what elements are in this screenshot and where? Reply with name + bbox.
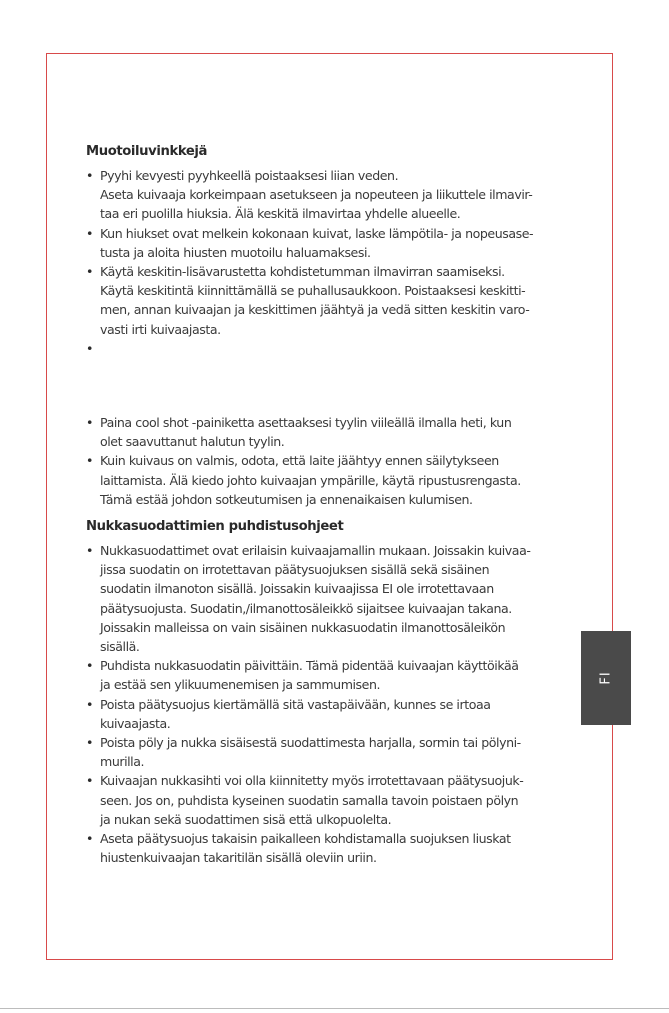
list-item-line: Käytä keskitin-lisävarustetta kohdistetumman ilmavirran saamiseksi. — [100, 264, 505, 280]
list-item-line: Paina cool shot -painiketta asettaaksesi tyylin viileällä ilmalla heti, kun — [100, 415, 512, 431]
list-item — [86, 224, 586, 262]
list-item-line: Kun hiukset ovat melkein kokonaan kuivat, laske lämpötila- ja nopeusase- — [100, 225, 534, 241]
bullet-icon: • — [86, 340, 93, 356]
list-item-line: men, annan kuivaajan ja keskittimen jäähtyä ja vedä sitten keskitin varo- — [100, 302, 530, 318]
blank-gap — [86, 358, 586, 413]
list-item — [86, 413, 586, 451]
list-item-line: Nukkasuodattimet ovat erilaisin kuivaajamallin mukaan. Joissakin kuivaa- — [100, 543, 531, 559]
list-item-line: Kuivaajan nukkasihti voi olla kiinnitetty myös irrotettavaan päätysuojuk- — [100, 773, 524, 789]
list-item — [86, 695, 586, 733]
bullet-icon: • — [86, 453, 93, 469]
styling-tips-list — [86, 166, 586, 358]
list-item-line: jissa suodatin on irrotettavan päätysuojuksen sisällä sekä sisäinen — [100, 562, 490, 578]
list-item — [86, 451, 586, 509]
list-item-line: päätysuojusta. Suodatin,/ilmanottosäleikkö sijaitsee kuivaajan takana. — [100, 600, 512, 616]
list-item-line: Käytä keskitintä kiinnittämällä se puhallusaukkoon. Poistaaksesi keskitti- — [100, 283, 526, 299]
bullet-icon: • — [86, 168, 93, 183]
list-item-line: Tämä estää johdon sotkeutumisen ja ennenaikaisen kulumisen. — [100, 491, 473, 507]
list-item-line: suodatin ilmanoton sisällä. Joissakin kuivaajissa EI ole irrotettavaan — [100, 581, 494, 597]
language-tab — [581, 631, 631, 725]
list-item-line: murilla. — [100, 754, 145, 770]
list-item-line: olet saavuttanut halutun tyylin. — [100, 434, 285, 450]
list-item-line — [100, 339, 586, 358]
list-item-line: Poista päätysuojus kiertämällä sitä vastapäivään, kunnes se irtoaa — [100, 696, 491, 712]
heading-styling-tips: Muotoiluvinkkejä — [86, 144, 208, 159]
bullet-icon: • — [86, 831, 93, 847]
list-item-line: kuivaajasta. — [100, 715, 171, 731]
lint-filter-list — [86, 541, 586, 867]
list-item-line: ja nukan sekä suodattimen sisä että ulkopuolelta. — [100, 811, 392, 827]
document-content — [86, 142, 586, 868]
heading-lint-filter-cleaning: Nukkasuodattimien puhdistusohjeet — [86, 519, 344, 535]
list-item-line: hiustenkuivaajan takaritilän sisällä oleviin uriin. — [100, 850, 377, 866]
list-item-line: seen. Jos on, puhdista kyseinen suodatin samalla tavoin poistaen pölyn — [100, 792, 519, 808]
bullet-icon: • — [86, 543, 93, 559]
list-item — [86, 262, 586, 339]
list-item-line: tusta ja aloita hiusten muotoilu haluamaksesi. — [100, 244, 371, 260]
list-item-line: Aseta päätysuojus takaisin paikalleen kohdistamalla suojuksen liuskat — [100, 831, 511, 847]
list-item-line: Poista pöly ja nukka sisäisestä suodattimesta harjalla, sormin tai pölyni- — [100, 735, 521, 751]
list-item — [86, 166, 586, 224]
list-item-line: Aseta kuivaaja korkeimpaan asetukseen ja nopeuteen ja liikuttele ilmavir- — [100, 187, 533, 203]
list-item — [86, 541, 586, 656]
bullet-icon: • — [86, 658, 93, 674]
language-tab-label: FI — [598, 671, 614, 685]
bottom-rule — [0, 1008, 669, 1009]
bullet-icon: • — [86, 696, 93, 712]
list-item — [86, 339, 586, 358]
list-item-line: laittamista. Älä kiedo johto kuivaajan ympärille, käytä ripustusrengasta. — [100, 472, 521, 488]
list-item-line: ja estää sen ylikuumenemisen ja sammumisen. — [100, 677, 381, 693]
list-item — [86, 733, 586, 771]
list-item-line: Puhdista nukkasuodatin päivittäin. Tämä pidentää kuivaajan käyttöikää — [100, 658, 519, 674]
list-item-line: Pyyhi kevyesti pyyhkeellä poistaaksesi liian veden. — [100, 168, 399, 183]
bullet-icon: • — [86, 773, 93, 789]
list-item-line: Kuin kuivaus on valmis, odota, että laite jäähtyy ennen säilytykseen — [100, 453, 499, 469]
list-item-line: sisällä. — [100, 639, 140, 655]
bullet-icon: • — [86, 225, 93, 241]
list-item-line: vasti irti kuivaajasta. — [100, 321, 221, 337]
bullet-icon: • — [86, 264, 93, 280]
bullet-icon: • — [86, 735, 93, 751]
list-item-line: Joissakin malleissa on vain sisäinen nukkasuodatin ilmanottosäleikön — [100, 619, 506, 635]
styling-tips-list-continued — [86, 413, 586, 509]
bullet-icon: • — [86, 415, 93, 431]
list-item — [86, 771, 586, 829]
list-item — [86, 829, 586, 867]
list-item-line: taa eri puolilla hiuksia. Älä keskitä ilmavirtaa yhdelle alueelle. — [100, 206, 461, 222]
list-item — [86, 656, 586, 694]
